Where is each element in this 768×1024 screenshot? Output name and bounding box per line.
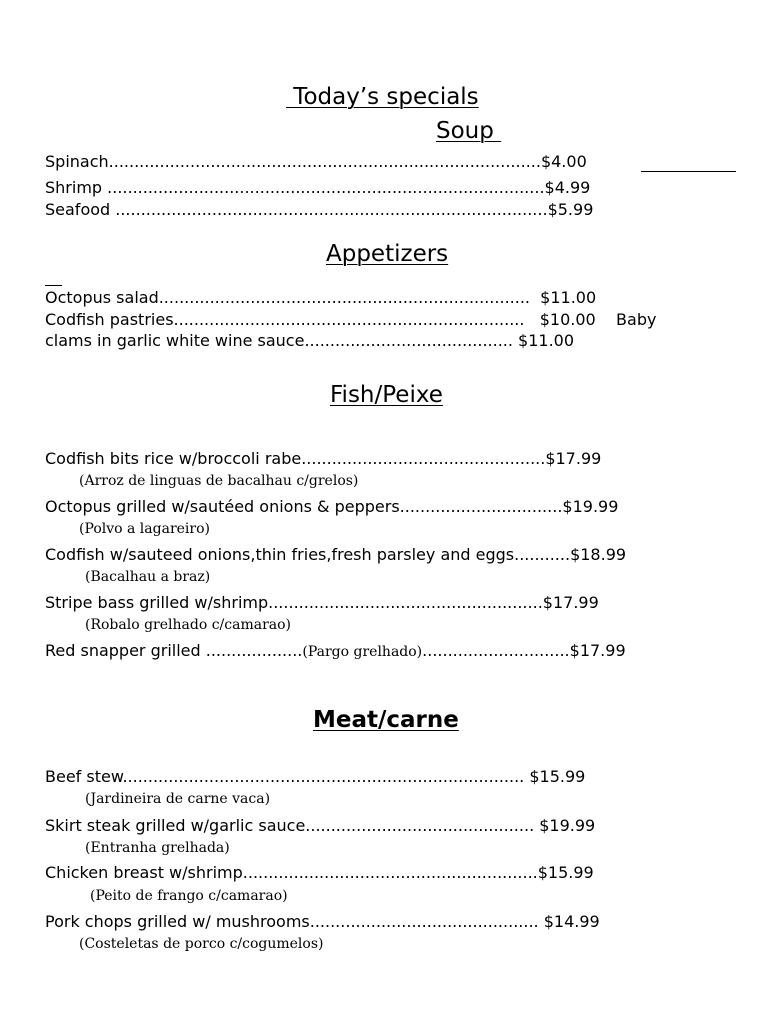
fish-item-main: Codfish w/sauteed onions,thin fries,fresh parsley and eggs...........$18.99: [45, 545, 627, 564]
appetizer-line-1: Octopus salad......................................................................... $11.00: [45, 288, 597, 307]
meat-item-subtitle: (Jardineira de carne vaca): [85, 791, 271, 807]
soup-item-shrimp: Shrimp ......................................................................................$4.99: [45, 178, 591, 197]
decorative-dash: [45, 285, 62, 286]
fish-item-subtitle: (Robalo grelhado c/camarao): [85, 617, 292, 633]
fish-item-price: .............................$17.99: [422, 641, 626, 660]
fish-item-subtitle: (Pargo grelhado): [302, 644, 423, 660]
soup-item-seafood: Seafood .....................................................................................$5.99: [45, 200, 594, 219]
fish-heading: Fish/Peixe: [330, 382, 443, 408]
fish-item-red-snapper: [45, 641, 626, 660]
meat-heading: Meat/carne: [313, 707, 459, 733]
fish-item-main: Octopus grilled w/sautéed onions & peppers................................$19.99: [45, 497, 619, 516]
meat-item-main: Chicken breast w/shrimp..........................................................$15.99: [45, 863, 594, 882]
meat-item-subtitle: (Peito de frango c/camarao): [90, 888, 288, 904]
fish-item-main: Stripe bass grilled w/shrimp......................................................$17.99: [45, 593, 599, 612]
appetizer-line-2: Codfish pastries..................................................................... $10.00 Baby: [45, 310, 657, 329]
appetizers-heading: Appetizers: [326, 241, 449, 267]
fish-item-subtitle: (Polvo a lagareiro): [79, 521, 210, 537]
appetizer-line-3: clams in garlic white wine sauce......................................... $11.00: [45, 331, 575, 350]
fish-item-main: Codfish bits rice w/broccoli rabe................................................$17.99: [45, 449, 602, 468]
meat-item-subtitle: (Costeletas de porco c/cogumelos): [79, 936, 324, 952]
fish-item-subtitle: (Arroz de linguas de bacalhau c/grelos): [79, 473, 359, 489]
soup-item-spinach: Spinach.....................................................................................$4.00: [45, 152, 587, 171]
soup-heading: Soup: [436, 118, 502, 144]
meat-item-main: Beef stew............................................................................... $15.99: [45, 767, 586, 786]
fish-item-main: Red snapper grilled ...................: [45, 641, 303, 660]
meat-item-subtitle: (Entranha grelhada): [85, 840, 230, 856]
meat-item-main: Pork chops grilled w/ mushrooms............................................. $14.99: [45, 912, 600, 931]
meat-item-main: Skirt steak grilled w/garlic sauce............................................. $19.99: [45, 816, 596, 835]
page-title: Today’s specials: [286, 84, 479, 110]
fish-item-subtitle: (Bacalhau a braz): [85, 569, 211, 585]
decorative-rule: [641, 171, 736, 172]
